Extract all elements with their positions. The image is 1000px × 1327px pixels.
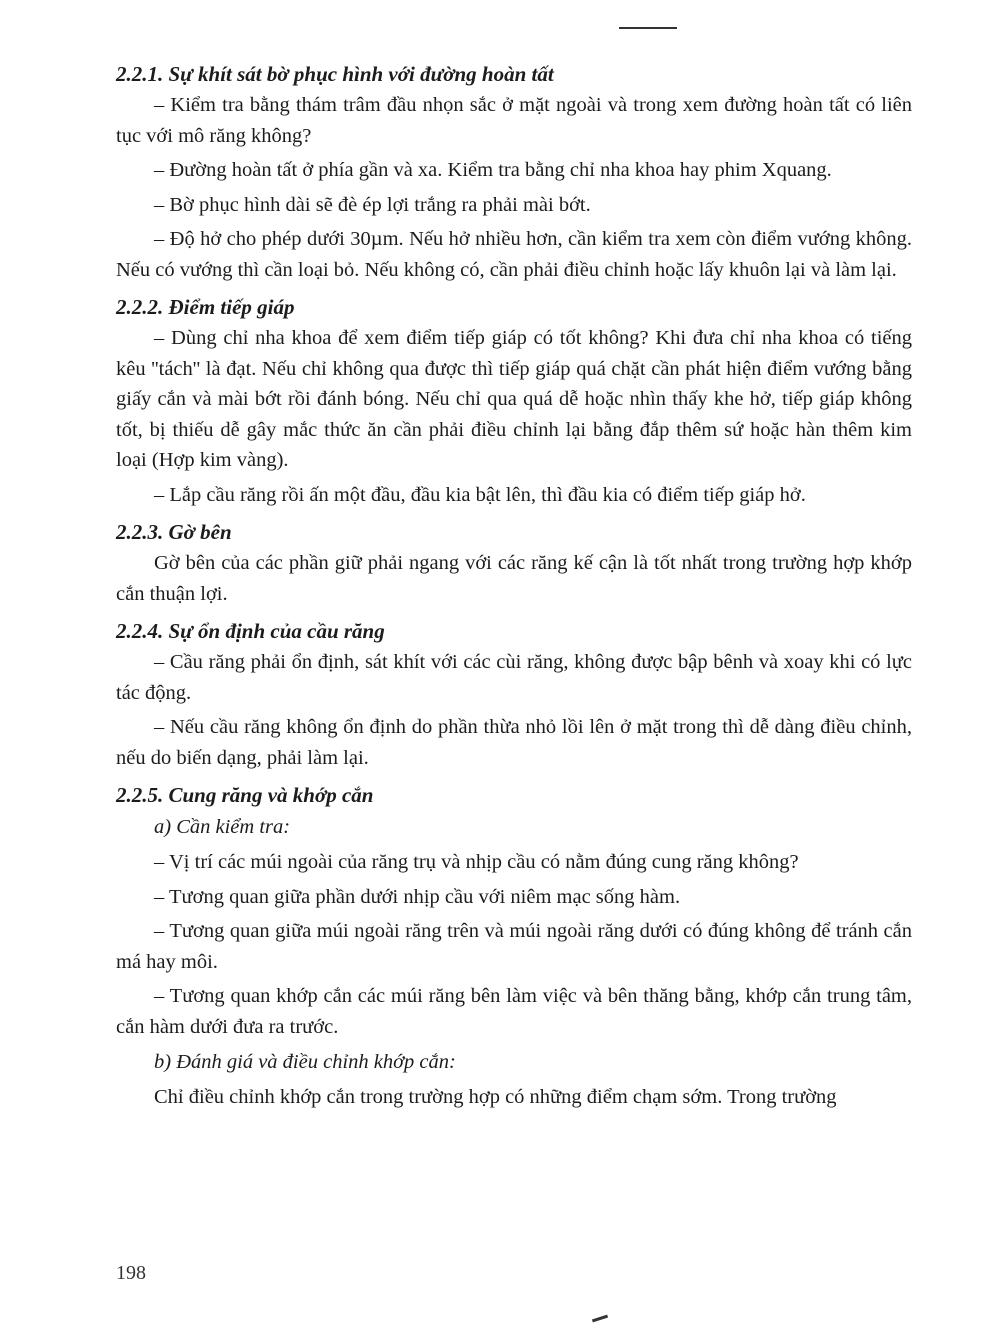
paragraph: – Cầu răng phải ổn định, sát khít với các cùi răng, không được bập bênh và xoay khi có lực tác động. (116, 651, 912, 704)
paragraph: – Bờ phục hình dài sẽ đè ép lợi trắng ra phải mài bớt. (154, 193, 591, 216)
paragraph: – Tương quan giữa phần dưới nhịp cầu với niêm mạc sống hàm. (154, 885, 681, 908)
section-heading-2-2-3: 2.2.3. Gờ bên (116, 520, 232, 544)
section-heading-2-2-4: 2.2.4. Sự ổn định của cầu răng (116, 619, 385, 643)
section-heading-2-2-1: 2.2.1. Sự khít sát bờ phục hình với đường hoàn tất (116, 62, 554, 86)
paragraph: – Kiểm tra bằng thám trâm đầu nhọn sắc ở mặt ngoài và trong xem đường hoàn tất có liên tục với mô răng không? (116, 94, 912, 147)
paragraph: – Lắp cầu răng rồi ấn một đầu, đầu kia bật lên, thì đầu kia có điểm tiếp giáp hở. (154, 483, 806, 506)
section-heading-2-2-5: 2.2.5. Cung răng và khớp cắn (116, 783, 374, 807)
bottom-mark (592, 1315, 608, 1323)
paragraph: Chỉ điều chỉnh khớp cắn trong trường hợp có những điểm chạm sớm. Trong trường (154, 1086, 837, 1108)
subheading-b: b) Đánh giá và điều chỉnh khớp cắn: (154, 1051, 456, 1073)
page-number: 198 (116, 1262, 146, 1284)
subheading-a: a) Cần kiểm tra: (154, 816, 291, 838)
paragraph: – Đường hoàn tất ở phía gần và xa. Kiểm tra bằng chỉ nha khoa hay phim Xquang. (154, 159, 832, 181)
paragraph: – Độ hở cho phép dưới 30µm. Nếu hở nhiều hơn, cần kiểm tra xem còn điểm vướng không. Nếu có vướng thì cần loại bỏ. Nếu không có, cần phải điều chỉnh hoặc lấy khuôn lại và làm lại. (116, 228, 912, 281)
paragraph: – Tương quan khớp cắn các múi răng bên làm việc và bên thăng bằng, khớp cắn trung tâm, cắn hàm dưới đưa ra trước. (116, 985, 912, 1038)
section-heading-2-2-2: 2.2.2. Điểm tiếp giáp (116, 295, 295, 319)
paragraph: Gờ bên của các phần giữ phải ngang với các răng kế cận là tốt nhất trong trường hợp khớp cắn thuận lợi. (116, 552, 912, 605)
paragraph: – Nếu cầu răng không ổn định do phần thừa nhỏ lồi lên ở mặt trong thì dễ dàng điều chỉnh, nếu do biến dạng, phải làm lại. (116, 716, 912, 769)
paragraph: – Tương quan giữa múi ngoài răng trên và múi ngoài răng dưới có đúng không để tránh cắn má hay môi. (116, 920, 912, 973)
page-content (116, 58, 912, 1113)
paragraph: – Dùng chỉ nha khoa để xem điểm tiếp giáp có tốt không? Khi đưa chỉ nha khoa có tiếng kêu ''tách'' là đạt. Nếu chỉ không qua được thì tiếp giáp quá chặt cần phát hiện điểm vướng bằng giấy cắn và mài bớt rồi đánh bóng. Nếu chỉ qua quá dễ hoặc nhìn thấy khe hở, tiếp giáp không tốt, bị thiếu dễ gây mắc thức ăn cần phải điều chỉnh lại bằng đắp thêm sứ hoặc hàn thêm kim loại (Hợp kim vàng). (116, 327, 912, 471)
paragraph: – Vị trí các múi ngoài của răng trụ và nhịp cầu có nằm đúng cung răng không? (154, 851, 799, 873)
top-rule (619, 27, 677, 29)
